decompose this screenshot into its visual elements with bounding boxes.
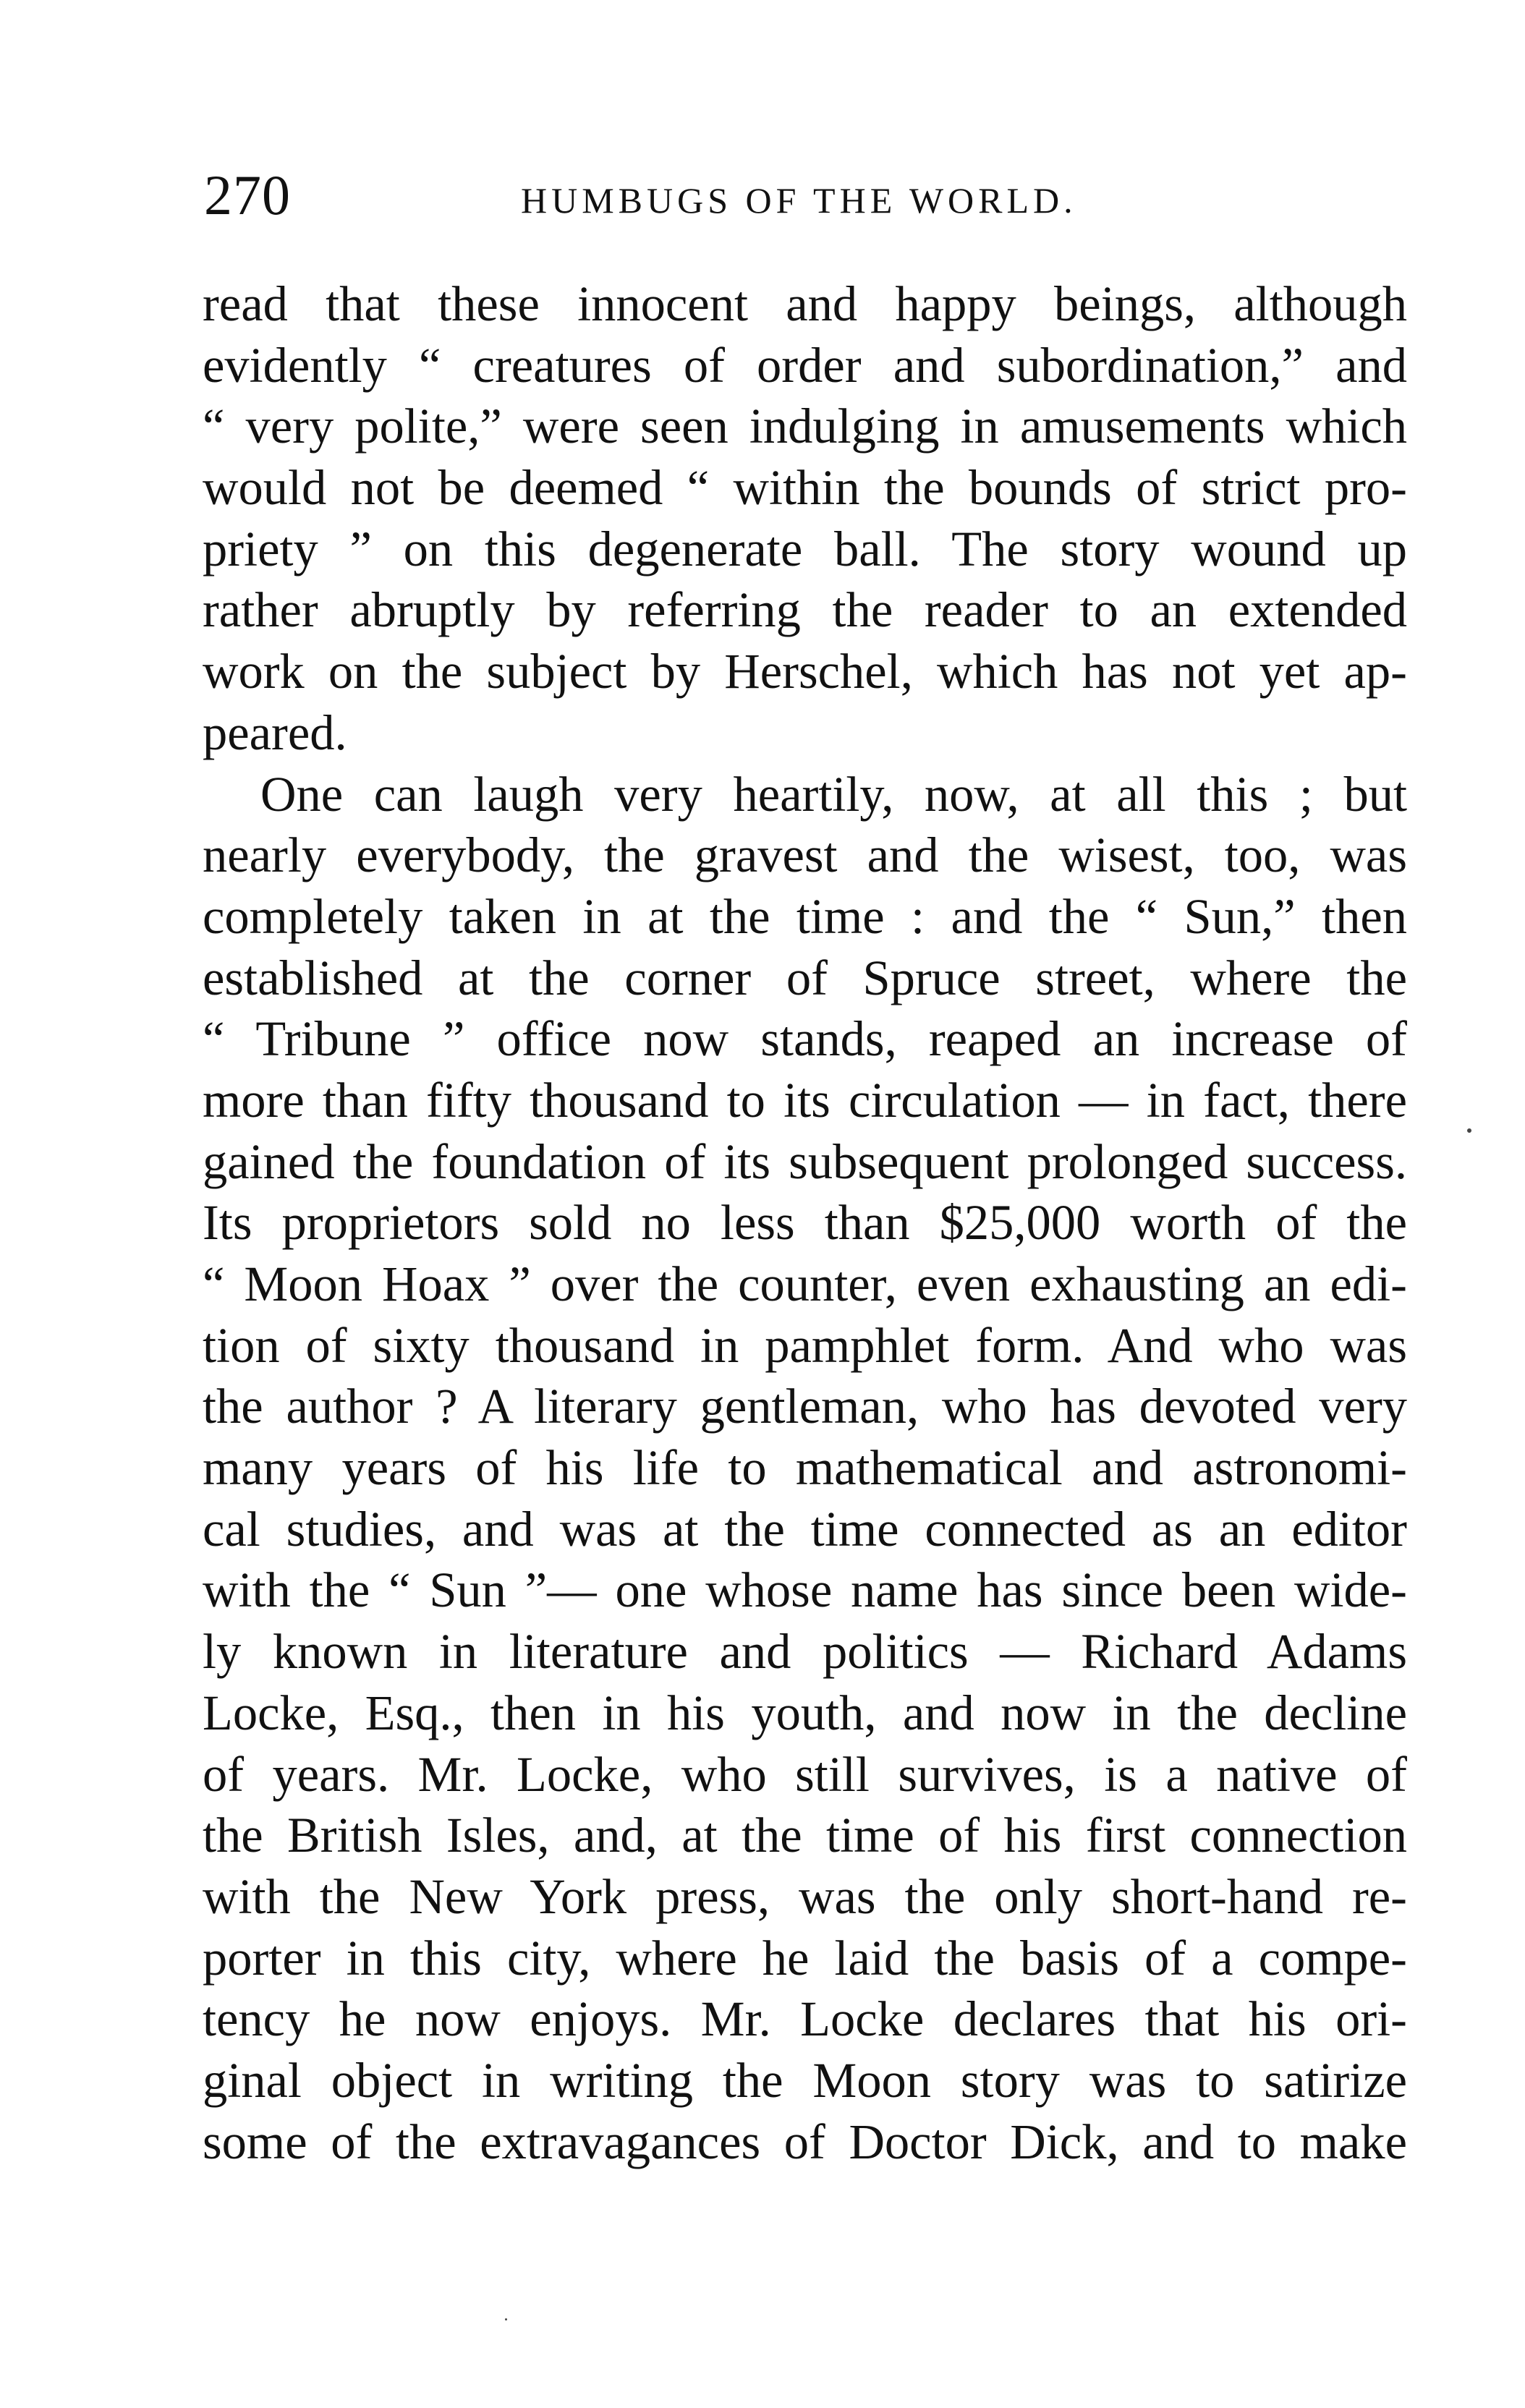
text-line: the British Isles, and, at the time of his first connection bbox=[203, 1808, 1407, 1863]
text-line: completely taken in at the time : and the “ Sun,” then bbox=[203, 888, 1407, 944]
ink-speck bbox=[1467, 1128, 1471, 1133]
text-line: would not be deemed “ within the bounds of strict pro- bbox=[203, 460, 1407, 516]
text-line: porter in this city, where he laid the basis of a compe- bbox=[203, 1930, 1407, 1986]
text-line: tion of sixty thousand in pamphlet form. And who was bbox=[203, 1317, 1407, 1373]
text-line: “ very polite,” were seen indulging in amusements which bbox=[203, 399, 1407, 454]
text-line: with the “ Sun ”— one whose name has since been wide- bbox=[203, 1562, 1407, 1618]
text-line: Locke, Esq., then in his youth, and now in the decline bbox=[203, 1685, 1407, 1740]
text-line: evidently “ creatures of order and subordination,” and bbox=[203, 337, 1407, 393]
text-line: established at the corner of Spruce street, where the bbox=[203, 950, 1407, 1005]
text-line: more than fifty thousand to its circulation — in fact, there bbox=[203, 1072, 1407, 1128]
text-line: cal studies, and was at the time connected as an editor bbox=[203, 1501, 1407, 1557]
text-line: with the New York press, was the only short-hand re- bbox=[203, 1868, 1407, 1924]
text-line: peared. bbox=[203, 705, 347, 760]
paragraph-first-line: One can laugh very heartily, now, at all this ; but bbox=[260, 766, 1407, 822]
text-line: rather abruptly by referring the reader to an extended bbox=[203, 582, 1407, 638]
text-line: of years. Mr. Locke, who still survives, is a native of bbox=[203, 1746, 1407, 1802]
text-line: ginal object in writing the Moon story was to satirize bbox=[203, 2052, 1407, 2108]
text-line: read that these innocent and happy beings, although bbox=[203, 276, 1407, 331]
page-number: 270 bbox=[204, 163, 291, 226]
text-line: “ Tribune ” office now stands, reaped an increase of bbox=[203, 1011, 1407, 1067]
page-header bbox=[204, 156, 1398, 235]
text-line: priety ” on this degenerate ball. The story wound up bbox=[203, 521, 1407, 577]
text-line: many years of his life to mathematical and astronomi- bbox=[203, 1440, 1407, 1496]
text-line: the author ? A literary gentleman, who has devoted very bbox=[203, 1379, 1407, 1434]
text-line: tency he now enjoys. Mr. Locke declares that his ori- bbox=[203, 1991, 1407, 2047]
text-line: gained the foundation of its subsequent prolonged success. bbox=[203, 1133, 1407, 1189]
text-line: ly known in literature and politics — Richard Adams bbox=[203, 1624, 1407, 1680]
text-line: some of the extravagances of Doctor Dick, and to make bbox=[203, 2114, 1407, 2169]
text-line: work on the subject by Herschel, which has not yet ap- bbox=[203, 644, 1407, 699]
text-line: “ Moon Hoax ” over the counter, even exhausting an edi- bbox=[203, 1256, 1407, 1311]
text-line: Its proprietors sold no less than $25,000 worth of the bbox=[203, 1195, 1407, 1251]
ink-speck bbox=[505, 2318, 507, 2320]
body-text bbox=[203, 273, 1407, 2172]
running-title: HUMBUGS OF THE WORLD. bbox=[521, 180, 1077, 221]
text-line: nearly everybody, the gravest and the wisest, too, was bbox=[203, 828, 1407, 883]
